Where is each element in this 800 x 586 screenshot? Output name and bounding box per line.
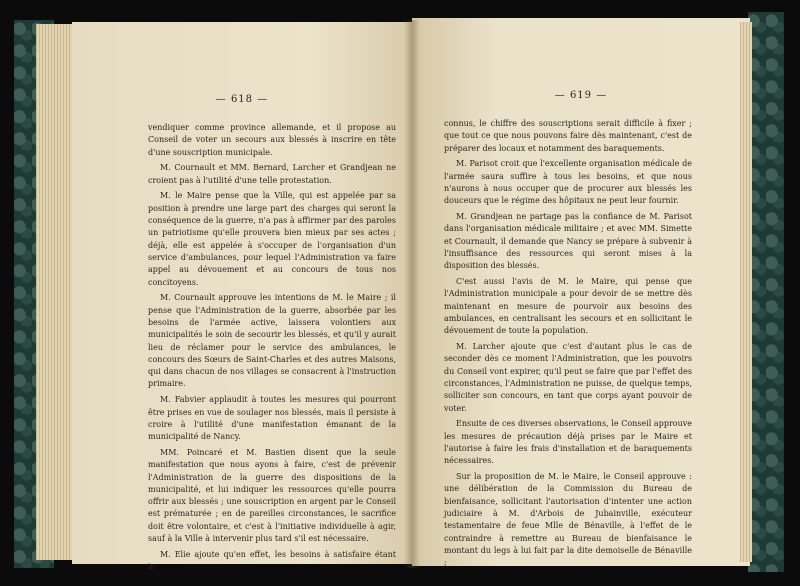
paragraph: M. le Maire pense que la Ville, qui est appelée par sa position à prendre une large part des charges qui seront la conséquence de la guerre, n'a pas à affirmer par des paroles un patriotisme qu'elle prouvera bien mieux par ses actes ; déjà, elle est appelée à s'occuper de l'organisation d'un service d'ambulances, pour lequel l'Administration va faire appel au dévouement et au concours de tous nos concitoyens. <box>148 191 396 287</box>
right-page-number: — 619 — <box>554 90 608 101</box>
book-gutter <box>404 20 420 568</box>
paragraph: connus, le chiffre des souscriptions serait difficile à fixer ; que tout ce que nous pouvons faire dès maintenant, c'est de préparer des locaux et notamment des baraquements. <box>444 119 692 153</box>
left-page <box>72 22 412 572</box>
paragraph: M. Elie ajoute qu'en effet, les besoins à satisfaire étant in- <box>148 549 396 572</box>
paragraph: Sur la proposition de M. le Maire, le Conseil approuve : une délibération de la Commission du Bureau de bienfaisance, sollicitant l'autorisation d'intenter une action judiciaire à M. d'Arbois de Jubainville, exécuteur testamentaire de feue Mlle de Bénaville, à l'effet de le contraindre à remettre au Bureau de bienfaisance le montant du legs à lui fait par la dite demoiselle de Bénaville ; <box>444 472 692 568</box>
paragraph: M. Parisot croit que l'excellente organisation médicale de l'armée saura suffire à tous les besoins, et que nous n'aurons à nous occuper que de procurer aux blessés les douceurs que le régime des hôpitaux ne peut leur fournir. <box>444 159 692 206</box>
paragraph: M. Cournault et MM. Bernard, Larcher et Grandjean ne croient pas à l'utilité d'une telle protestation. <box>148 163 396 185</box>
right-page-text <box>444 118 692 573</box>
page-edges-left <box>36 24 76 560</box>
paragraph: vendiquer comme province allemande, et il propose au Conseil de voter un secours aux blessés à inscrire en tête d'une souscription municipale. <box>148 123 396 157</box>
paragraph: M. Cournault approuve les intentions de M. le Maire ; il pense que l'Administration de la guerre, absorbée par les besoins de l'armée active, laissera volontiers aux municipalités le soin de secourir les blessés, et qu'il y aurait lieu de réclamer pour le service des ambulances, le concours des Sœurs de Saint-Charles et des autres Maisons, qui dans chacun de nos villages se consacrent à l'instruction primaire. <box>148 293 396 389</box>
paragraph: C'est aussi l'avis de M. le Maire, qui pense que l'Administration municipale a pour devoir de se mettre dès maintenant en mesure de pourvoir aux besoins des ambulances, en centralisant les secours et en sollicitant le dévouement de toute la population. <box>444 277 692 336</box>
paragraph: M. Grandjean ne partage pas la confiance de M. Parisot dans l'organisation médicale militaire ; et avec MM. Simette et Cournault, il demande que Nancy se prépare à subvenir à l'insuffisance des ressources qui seront mises à la disposition des blessés. <box>444 212 692 271</box>
right-page <box>412 18 750 566</box>
left-page-number: — 618 — <box>215 94 269 105</box>
left-page-text <box>148 122 396 577</box>
paragraph: MM. Poincaré et M. Bastien disent que la seule manifestation que nous ayons à faire, c'est de prévenir l'Administration de la guerre des dispositions de la municipalité, et lui indiquer les ressources qu'elle pourra offrir aux blessés ; une souscription en argent par le Conseil est prématurée ; en de pareilles circonstances, le sacrifice doit être volontaire, et c'est à l'initiative individuelle à agir, sauf à la Ville à intervenir plus tard s'il est nécessaire. <box>148 447 396 543</box>
paragraph: Ensuite de ces diverses observations, le Conseil approuve les mesures de précaution déjà prises par le Maire et l'autorise à faire les frais d'installation et de baraquements nécessaires. <box>444 419 692 466</box>
book-cover-right <box>748 12 784 572</box>
paragraph: M. Larcher ajoute que c'est d'autant plus le cas de seconder dès ce moment l'Administration, que les pouvoirs du Conseil vont expirer, qu'il peut se faire que par l'effet des circonstances, l'Administration ne puisse, de quelque temps, solliciter son concours, en tant que corps ayant pouvoir de voter. <box>444 342 692 413</box>
paragraph: M. Fabvier applaudit à toutes les mesures qui pourront être prises en vue de soulager nos blessés, mais il persiste à croire à l'utilité d'une manifestation émanant de la municipalité de Nancy. <box>148 395 396 442</box>
page-edges-right <box>740 22 752 562</box>
